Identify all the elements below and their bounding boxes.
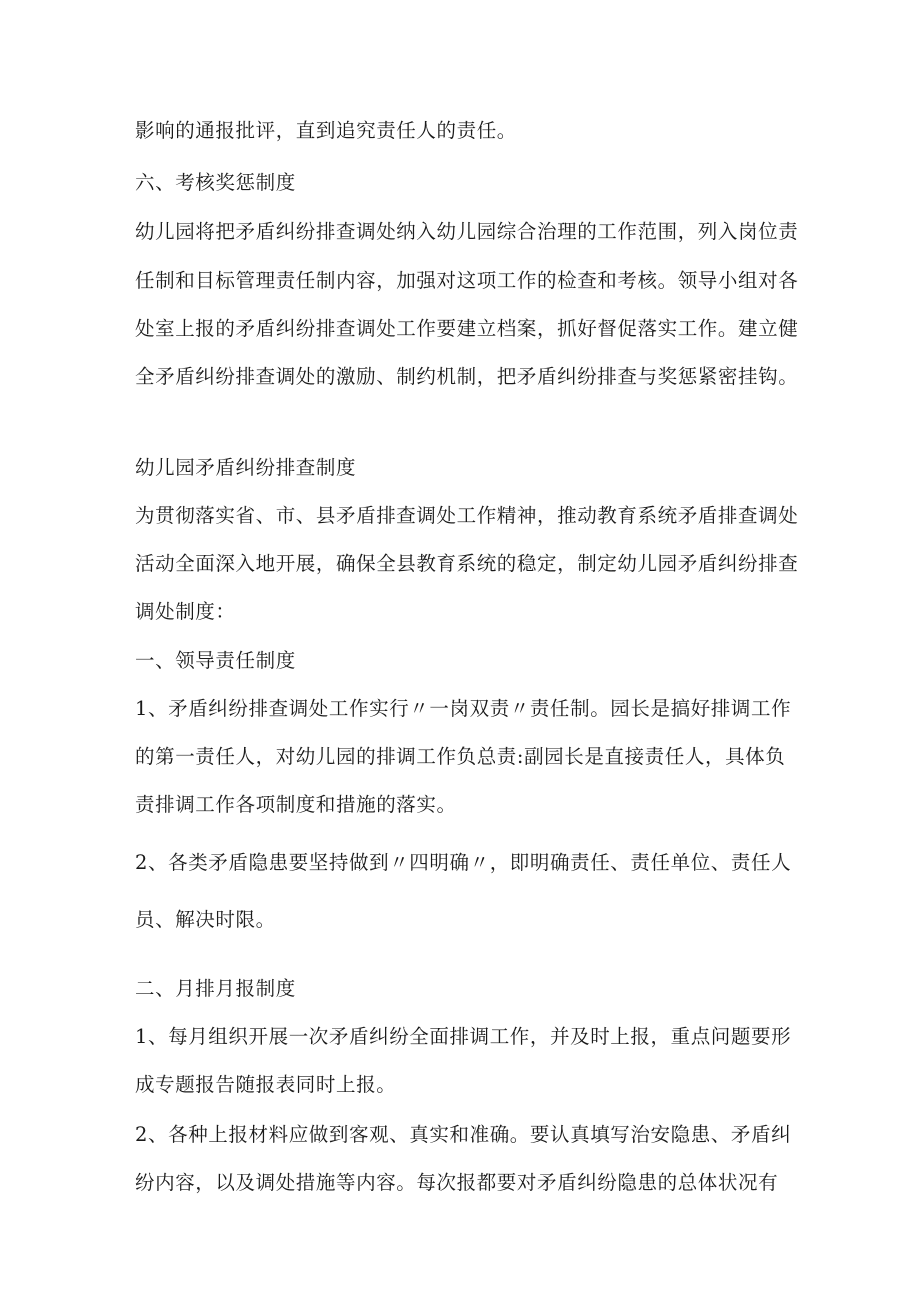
section-heading: 六、考核奖惩制度 xyxy=(135,171,296,194)
body-text-line: 成专题报告随报表同时上报。 xyxy=(135,1073,397,1096)
body-text-line: 幼儿园将把矛盾纠纷排查调处纳入幼儿园综合治理的工作范围，列入岗位责 xyxy=(135,220,799,243)
body-text-line: 的第一责任人，对幼儿园的排调工作负总责:副园长是直接责任人，具体负 xyxy=(135,745,786,768)
body-text-line: 员、解决时限。 xyxy=(135,908,276,931)
body-text-line: 影响的通报批评，直到追究责任人的责任。 xyxy=(135,119,517,142)
body-text-line: 全矛盾纠纷排查调处的激励、制约机制，把矛盾纠纷排查与奖惩紧密挂钩。 xyxy=(135,365,799,388)
body-text-line: 任制和目标管理责任制内容，加强对这项工作的检查和考核。领导小组对各 xyxy=(135,269,799,292)
body-text-line: 处室上报的矛盾纠纷排查调处工作要建立档案，抓好督促落实工作。建立健 xyxy=(135,317,799,340)
document-title: 幼儿园矛盾纠纷排查制度 xyxy=(135,456,357,479)
body-text-line: 为贯彻落实省、市、县矛盾排查调处工作精神，推动教育系统矛盾排查调处 xyxy=(135,504,799,527)
section-heading: 二、月排月报制度 xyxy=(135,977,296,1000)
section-heading: 一、领导责任制度 xyxy=(135,649,296,672)
body-text-line: 责排调工作各项制度和措施的落实。 xyxy=(135,793,457,816)
body-text-line: 2、各种上报材料应做到客观、真实和准确。要认真填写治安隐患、矛盾纠 xyxy=(135,1123,792,1146)
body-text-line: 纷内容，以及调处措施等内容。每次报都要对矛盾纠纷隐患的总体状况有 xyxy=(135,1171,779,1194)
body-text-line: 1、每月组织开展一次矛盾纠纷全面排调工作，并及时上报，重点问题要形 xyxy=(135,1025,792,1048)
body-text-line: 1、矛盾纠纷排查调处工作实行〃一岗双责〃责任制。园长是搞好排调工作 xyxy=(135,697,792,720)
body-text-line: 调处制度： xyxy=(135,600,236,623)
body-text-line: 2、各类矛盾隐患要坚持做到〃四明确〃，即明确责任、责任单位、责任人 xyxy=(135,851,792,874)
body-text-line: 活动全面深入地开展，确保全县教育系统的稳定，制定幼儿园矛盾纠纷排查 xyxy=(135,552,799,575)
